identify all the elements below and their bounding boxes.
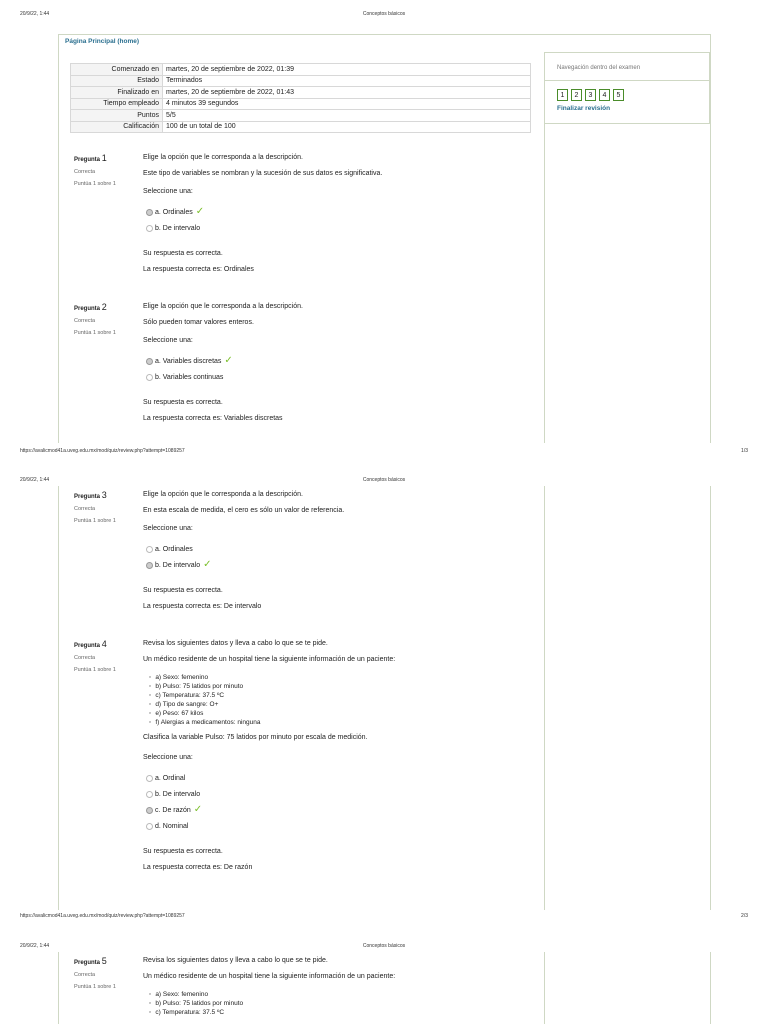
question-prompt: Revisa los siguientes datos y lleva a cabo lo que se te pide. xyxy=(143,957,328,964)
feedback-text: Su respuesta es correcta. xyxy=(143,587,223,594)
radio-selected-icon xyxy=(146,209,153,216)
feedback-text: Su respuesta es correcta. xyxy=(143,399,223,406)
summary-key: Calificación xyxy=(71,121,163,133)
correct-answer-text: La respuesta correcta es: De intervalo xyxy=(143,603,262,610)
question-prompt: Elige la opción que le corresponda a la descripción. xyxy=(143,154,303,161)
list-item: ◦ c) Temperatura: 37.5 ºC xyxy=(149,1009,533,1018)
summary-row xyxy=(71,64,531,76)
feedback-text: Su respuesta es correcta. xyxy=(143,848,223,855)
question-text: En esta escala de medida, el cero es sólo un valor de referencia. xyxy=(143,507,345,514)
answer-option[interactable]: a. Ordinales ✓ xyxy=(143,204,533,220)
nav-question-5-button[interactable]: 5 xyxy=(613,89,624,101)
summary-key: Estado xyxy=(71,75,163,87)
answer-option[interactable]: b. De intervalo ✓ xyxy=(143,557,533,573)
question-state: Correcta xyxy=(74,506,96,512)
nav-question-4-button[interactable]: 4 xyxy=(599,89,610,101)
print-url: https://avalicmod41a.uveg.edu.mx/mod/quiz/review.php?attempt=1089257 xyxy=(20,913,185,919)
radio-icon xyxy=(146,374,153,381)
print-title: Conceptos básicos xyxy=(362,943,406,949)
list-item: ◦ f) Alergias a medicamentos: ninguna xyxy=(149,719,533,728)
nav-question-1-button[interactable]: 1 xyxy=(557,89,568,101)
summary-value: martes, 20 de septiembre de 2022, 01:43 xyxy=(163,87,531,99)
right-column-border xyxy=(544,486,545,910)
answer-option[interactable]: a. Variables discretas ✓ xyxy=(143,353,533,369)
summary-key: Tiempo empleado xyxy=(71,98,163,110)
question-mark: Puntúa 1 sobre 1 xyxy=(74,667,116,673)
question-5-content xyxy=(143,957,533,1018)
radio-icon xyxy=(146,823,153,830)
summary-row xyxy=(71,110,531,122)
list-item: ◦ a) Sexo: femenino xyxy=(149,674,533,683)
question-text: Un médico residente de un hospital tiene la siguiente información de un paciente: xyxy=(143,973,396,980)
quiz-navigation-block xyxy=(544,52,710,124)
correct-answer-text: La respuesta correcta es: Variables discretas xyxy=(143,415,283,422)
question-text: Un médico residente de un hospital tiene la siguiente información de un paciente: xyxy=(143,656,396,663)
summary-row xyxy=(71,87,531,99)
summary-value: 5/5 xyxy=(163,110,531,122)
question-2-info xyxy=(74,302,138,342)
radio-icon xyxy=(146,546,153,553)
question-5-info xyxy=(74,956,138,996)
answer-option[interactable]: b. De intervalo xyxy=(143,220,533,236)
finish-review-link[interactable]: Finalizar revisión xyxy=(557,105,611,112)
page-number: 2/3 xyxy=(741,913,748,919)
radio-icon xyxy=(146,775,153,782)
summary-key: Puntos xyxy=(71,110,163,122)
radio-selected-icon xyxy=(146,562,153,569)
question-state: Correcta xyxy=(74,655,96,661)
question-prompt: Elige la opción que le corresponda a la descripción. xyxy=(143,491,303,498)
list-item: ◦ b) Pulso: 75 latidos por minuto xyxy=(149,683,533,692)
answer-option[interactable]: a. Ordinales xyxy=(143,541,533,557)
question-number: Pregunta 1 xyxy=(74,153,107,163)
summary-key: Finalizado en xyxy=(71,87,163,99)
question-text: Este tipo de variables se nombran y la sucesión de sus datos es significativa. xyxy=(143,170,383,177)
summary-value: 100 de un total de 100 xyxy=(163,121,531,133)
question-prompt: Elige la opción que le corresponda a la descripción. xyxy=(143,303,303,310)
radio-icon xyxy=(146,225,153,232)
summary-value: Terminados xyxy=(163,75,531,87)
question-mark: Puntúa 1 sobre 1 xyxy=(74,181,116,187)
answer-option[interactable]: c. De razón ✓ xyxy=(143,802,533,818)
question-1-content xyxy=(143,154,533,282)
summary-row xyxy=(71,121,531,133)
question-state: Correcta xyxy=(74,318,96,324)
question-4-content xyxy=(143,640,533,880)
check-icon: ✓ xyxy=(193,804,203,815)
question-mark: Puntúa 1 sobre 1 xyxy=(74,984,116,990)
check-icon: ✓ xyxy=(224,355,233,366)
question-number: Pregunta 5 xyxy=(74,956,107,966)
check-icon: ✓ xyxy=(195,206,205,217)
quiz-navigation-body xyxy=(544,80,710,124)
page-number: 1/3 xyxy=(741,448,748,454)
answer-option[interactable]: b. Variables continuas xyxy=(143,369,533,385)
print-title: Conceptos básicos xyxy=(362,477,406,483)
home-link[interactable]: Página Principal (home) xyxy=(65,38,140,45)
summary-row xyxy=(71,75,531,87)
nav-question-3-button[interactable]: 3 xyxy=(585,89,596,101)
print-date: 20/9/22, 1:44 xyxy=(20,11,50,17)
print-url: https://avalicmod41a.uveg.edu.mx/mod/quiz/review.php?attempt=1089257 xyxy=(20,448,185,454)
select-one-label: Seleccione una: xyxy=(143,525,193,532)
radio-selected-icon xyxy=(146,358,153,365)
answer-option[interactable]: d. Nominal xyxy=(143,818,533,834)
summary-value: martes, 20 de septiembre de 2022, 01:39 xyxy=(163,64,531,76)
patient-data-list xyxy=(143,674,533,728)
question-number: Pregunta 3 xyxy=(74,490,107,500)
question-number: Pregunta 4 xyxy=(74,639,107,649)
summary-key: Comenzado en xyxy=(71,64,163,76)
select-one-label: Seleccione una: xyxy=(143,337,193,344)
check-icon: ✓ xyxy=(203,559,212,570)
correct-answer-text: La respuesta correcta es: Ordinales xyxy=(143,266,254,273)
question-3-info xyxy=(74,490,138,530)
print-title: Conceptos básicos xyxy=(362,11,406,17)
answer-option[interactable]: a. Ordinal xyxy=(143,770,533,786)
question-3-content xyxy=(143,491,533,619)
feedback-text: Su respuesta es correcta. xyxy=(143,250,223,257)
attempt-summary-table xyxy=(70,63,531,133)
list-item: ◦ a) Sexo: femenino xyxy=(149,991,533,1000)
question-nav-buttons xyxy=(557,89,709,101)
question-2-content xyxy=(143,303,533,431)
print-date: 20/9/22, 1:44 xyxy=(20,943,50,949)
select-one-label: Seleccione una: xyxy=(143,188,193,195)
list-item: ◦ d) Tipo de sangre: O+ xyxy=(149,701,533,710)
summary-value: 4 minutos 39 segundos xyxy=(163,98,531,110)
answer-option[interactable]: b. De intervalo xyxy=(143,786,533,802)
question-1-info xyxy=(74,153,138,193)
question-mark: Puntúa 1 sobre 1 xyxy=(74,330,116,336)
list-item: ◦ c) Temperatura: 37.5 ºC xyxy=(149,692,533,701)
question-number: Pregunta 2 xyxy=(74,302,107,312)
quiz-navigation-title: Navegación dentro del examen xyxy=(544,52,710,80)
question-ask: Clasifica la variable Pulso: 75 latidos por minuto por escala de medición. xyxy=(143,734,368,741)
summary-row xyxy=(71,98,531,110)
select-one-label: Seleccione una: xyxy=(143,754,193,761)
question-state: Correcta xyxy=(74,972,96,978)
nav-question-2-button[interactable]: 2 xyxy=(571,89,582,101)
question-4-info xyxy=(74,639,138,679)
radio-selected-icon xyxy=(146,807,153,814)
patient-data-list xyxy=(143,991,533,1018)
question-mark: Puntúa 1 sobre 1 xyxy=(74,518,116,524)
question-prompt: Revisa los siguientes datos y lleva a cabo lo que se te pide. xyxy=(143,640,328,647)
right-column-border xyxy=(544,952,545,1024)
radio-icon xyxy=(146,791,153,798)
print-date: 20/9/22, 1:44 xyxy=(20,477,50,483)
list-item: ◦ e) Peso: 67 kilos xyxy=(149,710,533,719)
correct-answer-text: La respuesta correcta es: De razón xyxy=(143,864,253,871)
question-text: Sólo pueden tomar valores enteros. xyxy=(143,319,254,326)
question-state: Correcta xyxy=(74,169,96,175)
list-item: ◦ b) Pulso: 75 latidos por minuto xyxy=(149,1000,533,1009)
